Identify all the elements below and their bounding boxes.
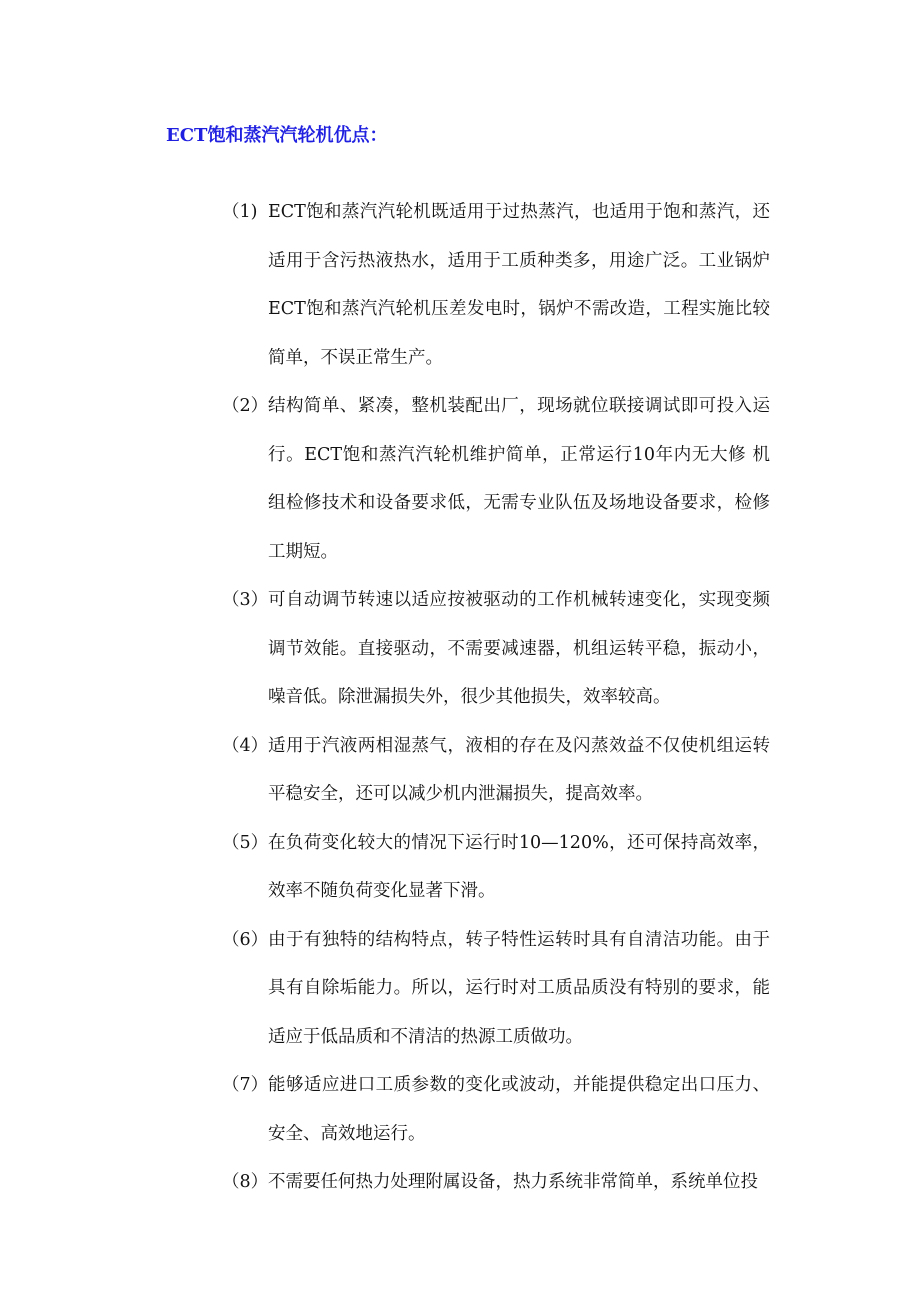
item-text: 由于有独特的结构特点，转子特性运转时具有自清洁功能。由于具有自除垢能力。所以，运行时对工质品质没有特别的要求，能适应于低品质和不清洁的热源工质做功。 — [268, 929, 770, 1047]
item-text: 不需要任何热力处理附属设备，热力系统非常简单，系统单位投 — [268, 1172, 758, 1192]
item-number: （1) — [222, 202, 258, 222]
item-text: 结构简单、紧凑，整机装配出厂，现场就位联接调试即可投入运行。ECT饱和蒸汽汽轮机维护简单，正常运行10年内无大修 机组检修技术和设备要求低，无需专业队伍及场地设备要求，检修工期短。 — [268, 396, 770, 562]
item-number: （4） — [222, 735, 269, 756]
item-number: （3） — [222, 590, 269, 610]
advantage-list — [222, 188, 770, 1207]
item-number: （6） — [222, 929, 269, 950]
item-number: （2） — [222, 396, 269, 416]
advantage-item-2 — [222, 382, 770, 576]
advantage-item-5 — [222, 819, 770, 916]
item-number: （8） — [222, 1172, 269, 1192]
advantage-item-1 — [222, 188, 770, 382]
item-text: 适用于汽液两相湿蒸气，液相的存在及闪蒸效益不仅使机组运转平稳安全，还可以减少机内泄漏损失，提高效率。 — [268, 735, 770, 804]
item-text: 在负荷变化较大的情况下运行时10—120%，还可保持高效率，效率不随负荷变化显著下滑。 — [268, 832, 770, 901]
item-text: 能够适应进口工质参数的变化或波动，并能提供稳定出口压力、安全、高效地运行。 — [268, 1075, 770, 1144]
advantage-item-3 — [222, 576, 770, 722]
item-number: （5） — [222, 832, 269, 853]
advantage-item-6 — [222, 916, 770, 1062]
advantage-item-7 — [222, 1061, 770, 1158]
advantage-item-8 — [222, 1158, 770, 1207]
item-text: 可自动调节转速以适应按被驱动的工作机械转速变化，实现变频调节效能。直接驱动，不需要减速器，机组运转平稳，振动小，噪音低。除泄漏损失外，很少其他损失，效率较高。 — [268, 590, 770, 707]
item-number: （7） — [222, 1075, 269, 1095]
item-text: ECT饱和蒸汽汽轮机既适用于过热蒸汽，也适用于饱和蒸汽，还适用于含污热液热水，适用于工质种类多，用途广泛。工业锅炉ECT饱和蒸汽汽轮机压差发电时，锅炉不需改造，工程实施比较简单，不误正常生产。 — [268, 202, 770, 368]
document-title: ECT饱和蒸汽汽轮机优点： — [166, 125, 388, 146]
advantage-item-4 — [222, 722, 770, 819]
